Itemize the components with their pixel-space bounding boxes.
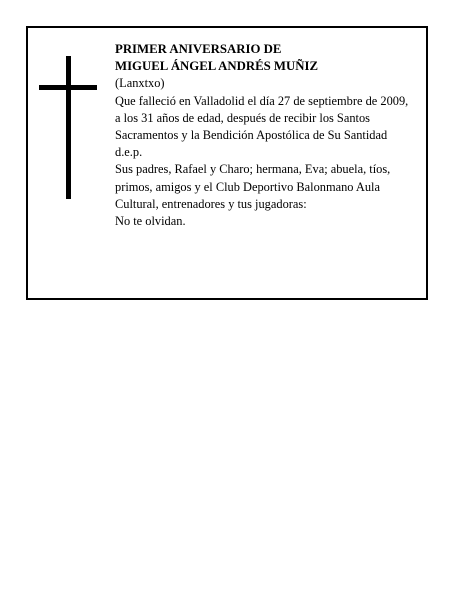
nickname: (Lanxtxo) <box>115 76 165 91</box>
cross-vertical-bar <box>66 56 71 199</box>
closing-line: No te olvidan. <box>115 214 186 229</box>
notice-content <box>115 41 415 230</box>
obituary-notice <box>26 26 428 300</box>
family-mourners: Sus padres, Rafael y Charo; hermana, Eva; abuela, tíos, primos, amigos y el Club Deportivo Balonmano Aula Cultural, entrenadores y tus jugadoras: <box>115 162 391 211</box>
death-details: Que falleció en Valladolid el día 27 de septiembre de 2009, a los 31 años de edad, después de recibir los Santos Sacramentos y la Bendición Apostólica de Su Santidad <box>115 93 409 143</box>
rip-text: d.e.p. <box>115 145 143 160</box>
cross-horizontal-bar <box>39 85 97 90</box>
deceased-name: MIGUEL ÁNGEL ANDRÉS MUÑIZ <box>115 59 319 74</box>
heading-line-1: PRIMER ANIVERSARIO DE <box>115 42 282 56</box>
